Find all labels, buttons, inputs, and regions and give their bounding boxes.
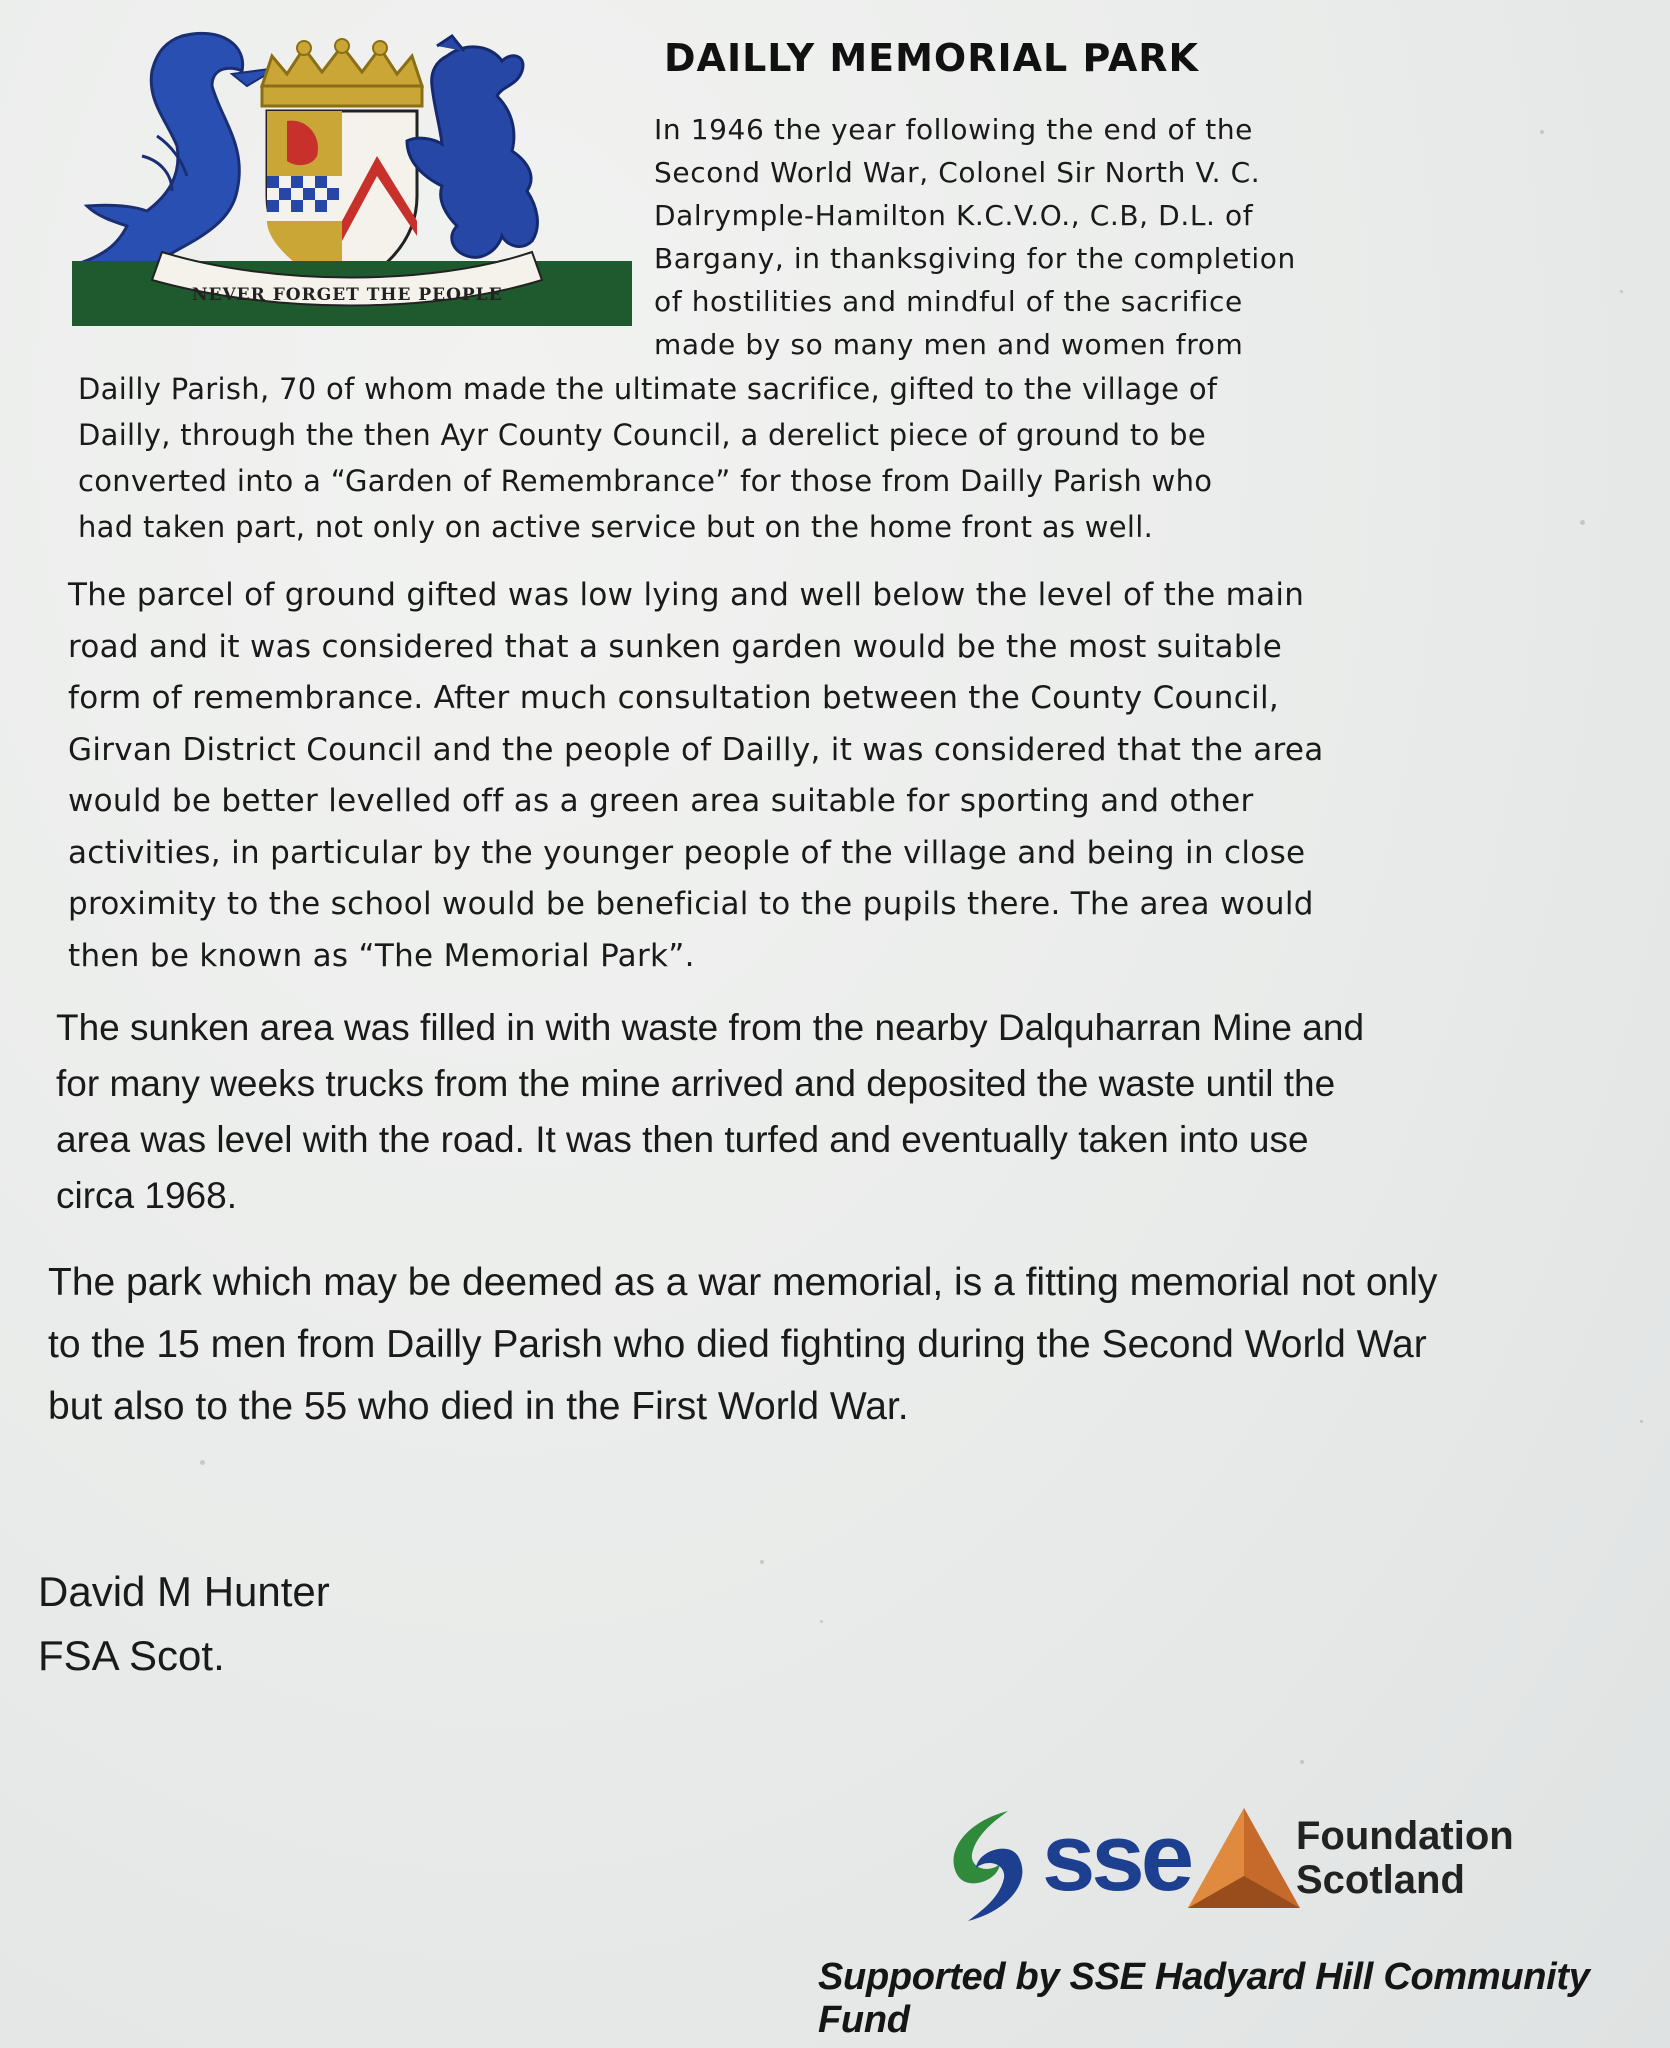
text-line: made by so many men and women from: [654, 328, 1244, 361]
page-title: DAILLY MEMORIAL PARK: [664, 36, 1199, 80]
text-line: In 1946 the year following the end of the: [654, 113, 1253, 146]
text-line: area was level with the road. It was then turfed and eventually taken into use: [56, 1119, 1309, 1160]
foundation-label: [1296, 1814, 1514, 1902]
sse-swirl-icon: [938, 1806, 1038, 1926]
speckle: [1540, 130, 1544, 134]
text-line: Dailly Parish, 70 of whom made the ultimate sacrifice, gifted to the village of: [78, 372, 1218, 406]
text-line: then be known as “The Memorial Park”.: [68, 937, 695, 974]
speckle: [760, 1560, 764, 1564]
text-line: Bargany, in thanksgiving for the completion: [654, 242, 1296, 275]
foundation-triangle-icon: [1186, 1806, 1302, 1910]
text-line: proximity to the school would be beneficial to the pupils there. The area would: [68, 886, 1314, 922]
paragraph-3: [56, 1000, 1526, 1224]
supported-by-text: Supported by SSE Hadyard Hill Community Fund: [818, 1956, 1590, 2041]
paragraph-1-bottom: [78, 366, 1398, 550]
author-signature: [38, 1560, 330, 1688]
text-line: Dalrymple-Hamilton K.C.V.O., C.B, D.L. of: [654, 199, 1254, 232]
sse-wordmark: sse: [1042, 1804, 1191, 1911]
text-line: would be better levelled off as a green area suitable for sporting and other: [68, 783, 1254, 819]
text-line: had taken part, not only on active service but on the home front as well.: [78, 510, 1154, 544]
text-line: The sunken area was filled in with waste from the nearby Dalquharran Mine and: [56, 1007, 1365, 1048]
paragraph-4: [48, 1252, 1568, 1438]
speckle: [1640, 1420, 1643, 1423]
speckle: [200, 1460, 205, 1465]
foundation-line-1: Foundation: [1296, 1814, 1514, 1858]
speckle: [1620, 290, 1623, 293]
author-credential: FSA Scot.: [38, 1632, 225, 1679]
speckle: [820, 1620, 823, 1623]
text-line: circa 1968.: [56, 1175, 237, 1216]
text-line: of hostilities and mindful of the sacrifice: [654, 285, 1243, 318]
text-line: converted into a “Garden of Remembrance” for those from Dailly Parish who: [78, 464, 1213, 498]
text-line: activities, in particular by the younger people of the village and being in close: [68, 834, 1306, 871]
text-line: Dailly, through the then Ayr County Council, a derelict piece of ground to be: [78, 418, 1206, 452]
text-line: The parcel of ground gifted was low lying and well below the level of the main: [68, 577, 1305, 613]
speckle: [1300, 1760, 1304, 1764]
text-line: Second World War, Colonel Sir North V. C.: [654, 156, 1261, 189]
text-line: to the 15 men from Dailly Parish who died fighting during the Second World War: [48, 1323, 1427, 1366]
paragraph-1-top: [654, 108, 1374, 366]
text-line: but also to the 55 who died in the First World War.: [48, 1385, 909, 1428]
text-line: for many weeks trucks from the mine arrived and deposited the waste until the: [56, 1063, 1336, 1104]
foundation-line-2: Scotland: [1296, 1858, 1465, 1902]
text-line: form of remembrance. After much consultation between the County Council,: [68, 680, 1280, 716]
author-name: David M Hunter: [38, 1568, 330, 1615]
text-line: The park which may be deemed as a war memorial, is a fitting memorial not only: [48, 1261, 1438, 1304]
crest-motto: NEVER FORGET THE PEOPLE: [192, 285, 503, 305]
text-line: Girvan District Council and the people of Dailly, it was considered that the area: [68, 731, 1324, 768]
sponsor-logo: [938, 1800, 1638, 1930]
paragraph-2: [68, 570, 1468, 982]
speckle: [1580, 520, 1585, 525]
text-line: road and it was considered that a sunken garden would be the most suitable: [68, 628, 1283, 665]
